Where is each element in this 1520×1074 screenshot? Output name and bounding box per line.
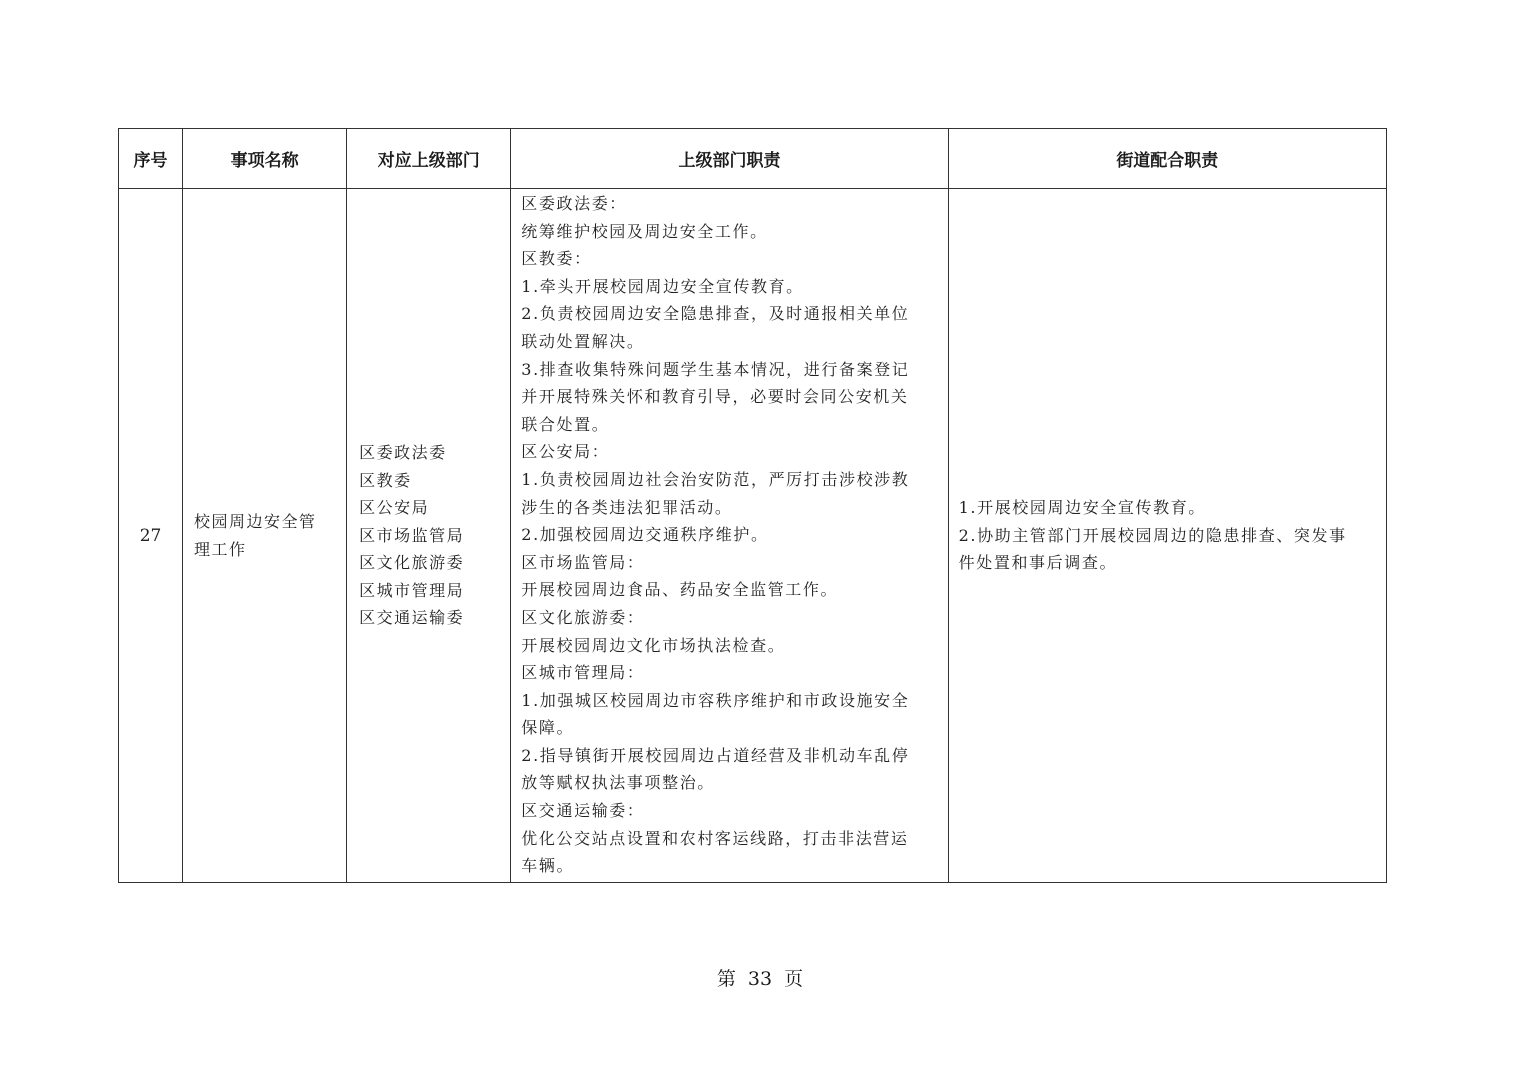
duty-line: 2.加强校园周边交通秩序维护。 — [521, 525, 769, 545]
duty-line: 保障。 — [521, 718, 575, 738]
item-name-line: 校园周边安全管 — [194, 511, 317, 531]
department-line: 区委政法委 — [359, 442, 447, 462]
duty-line: 2.指导镇街开展校园周边占道经营及非机动车乱停 — [521, 745, 910, 765]
duty-line: 区委政法委： — [521, 194, 627, 213]
duty-line: 开展校园周边食品、药品安全监管工作。 — [521, 580, 839, 600]
duty-line: 区教委： — [521, 249, 592, 269]
cooperation-line: 1.开展校园周边安全宣传教育。 — [958, 498, 1206, 518]
duty-line: 放等赋权执法事项整治。 — [521, 773, 715, 793]
cell-departments — [347, 189, 511, 883]
cell-item-name — [183, 189, 347, 883]
cooperation-line: 2.协助主管部门开展校园周边的隐患排查、突发事 — [958, 525, 1347, 545]
header-superior-duties: 上级部门职责 — [511, 129, 948, 189]
header-street-cooperation-duties: 街道配合职责 — [948, 129, 1386, 189]
duty-line: 1.牵头开展校园周边安全宣传教育。 — [521, 276, 804, 296]
duty-line: 车辆。 — [521, 856, 575, 876]
duty-line: 优化公交站点设置和农村客运线路，打击非法营运 — [521, 828, 909, 848]
department-line: 区公安局 — [359, 498, 430, 518]
duty-line: 联动处置解决。 — [521, 331, 645, 351]
duty-line: 1.加强城区校园周边市容秩序维护和市政设施安全 — [521, 690, 910, 710]
duty-line: 并开展特殊关怀和教育引导，必要时会同公安机关 — [521, 387, 909, 407]
department-line: 区文化旅游委 — [359, 553, 465, 573]
header-superior-department: 对应上级部门 — [347, 129, 511, 189]
table-header-row — [119, 129, 1387, 189]
item-name-line: 理工作 — [194, 539, 247, 559]
department-line: 区教委 — [359, 470, 412, 490]
cooperation-line: 件处置和事后调查。 — [958, 553, 1118, 573]
responsibility-table — [118, 128, 1387, 883]
duty-line: 3.排查收集特殊问题学生基本情况，进行备案登记 — [521, 359, 910, 379]
duty-line: 统筹维护校园及周边安全工作。 — [521, 221, 768, 241]
header-item-name: 事项名称 — [183, 129, 347, 189]
cell-serial-number: 27 — [119, 189, 183, 883]
duty-line: 涉生的各类违法犯罪活动。 — [521, 497, 733, 517]
header-serial-number: 序号 — [119, 129, 183, 189]
cell-superior-duties — [511, 189, 948, 883]
duty-line: 区公安局： — [521, 442, 610, 462]
duty-line: 1.负责校园周边社会治安防范，严厉打击涉校涉教 — [521, 469, 910, 489]
duty-line: 2.负责校园周边安全隐患排查，及时通报相关单位 — [521, 304, 910, 324]
duty-line: 区市场监管局： — [521, 552, 645, 572]
department-line: 区交通运输委 — [359, 608, 465, 628]
duty-line: 区文化旅游委： — [521, 607, 645, 627]
page-number: 第 33 页 — [716, 968, 804, 990]
duty-line: 区城市管理局： — [521, 663, 645, 683]
department-line: 区城市管理局 — [359, 580, 465, 600]
department-line: 区市场监管局 — [359, 525, 465, 545]
cell-street-cooperation-duties — [948, 189, 1386, 883]
duty-line: 区交通运输委： — [521, 801, 645, 821]
duty-line: 联合处置。 — [521, 414, 610, 434]
table-row — [119, 189, 1387, 883]
duty-line: 开展校园周边文化市场执法检查。 — [521, 635, 786, 655]
